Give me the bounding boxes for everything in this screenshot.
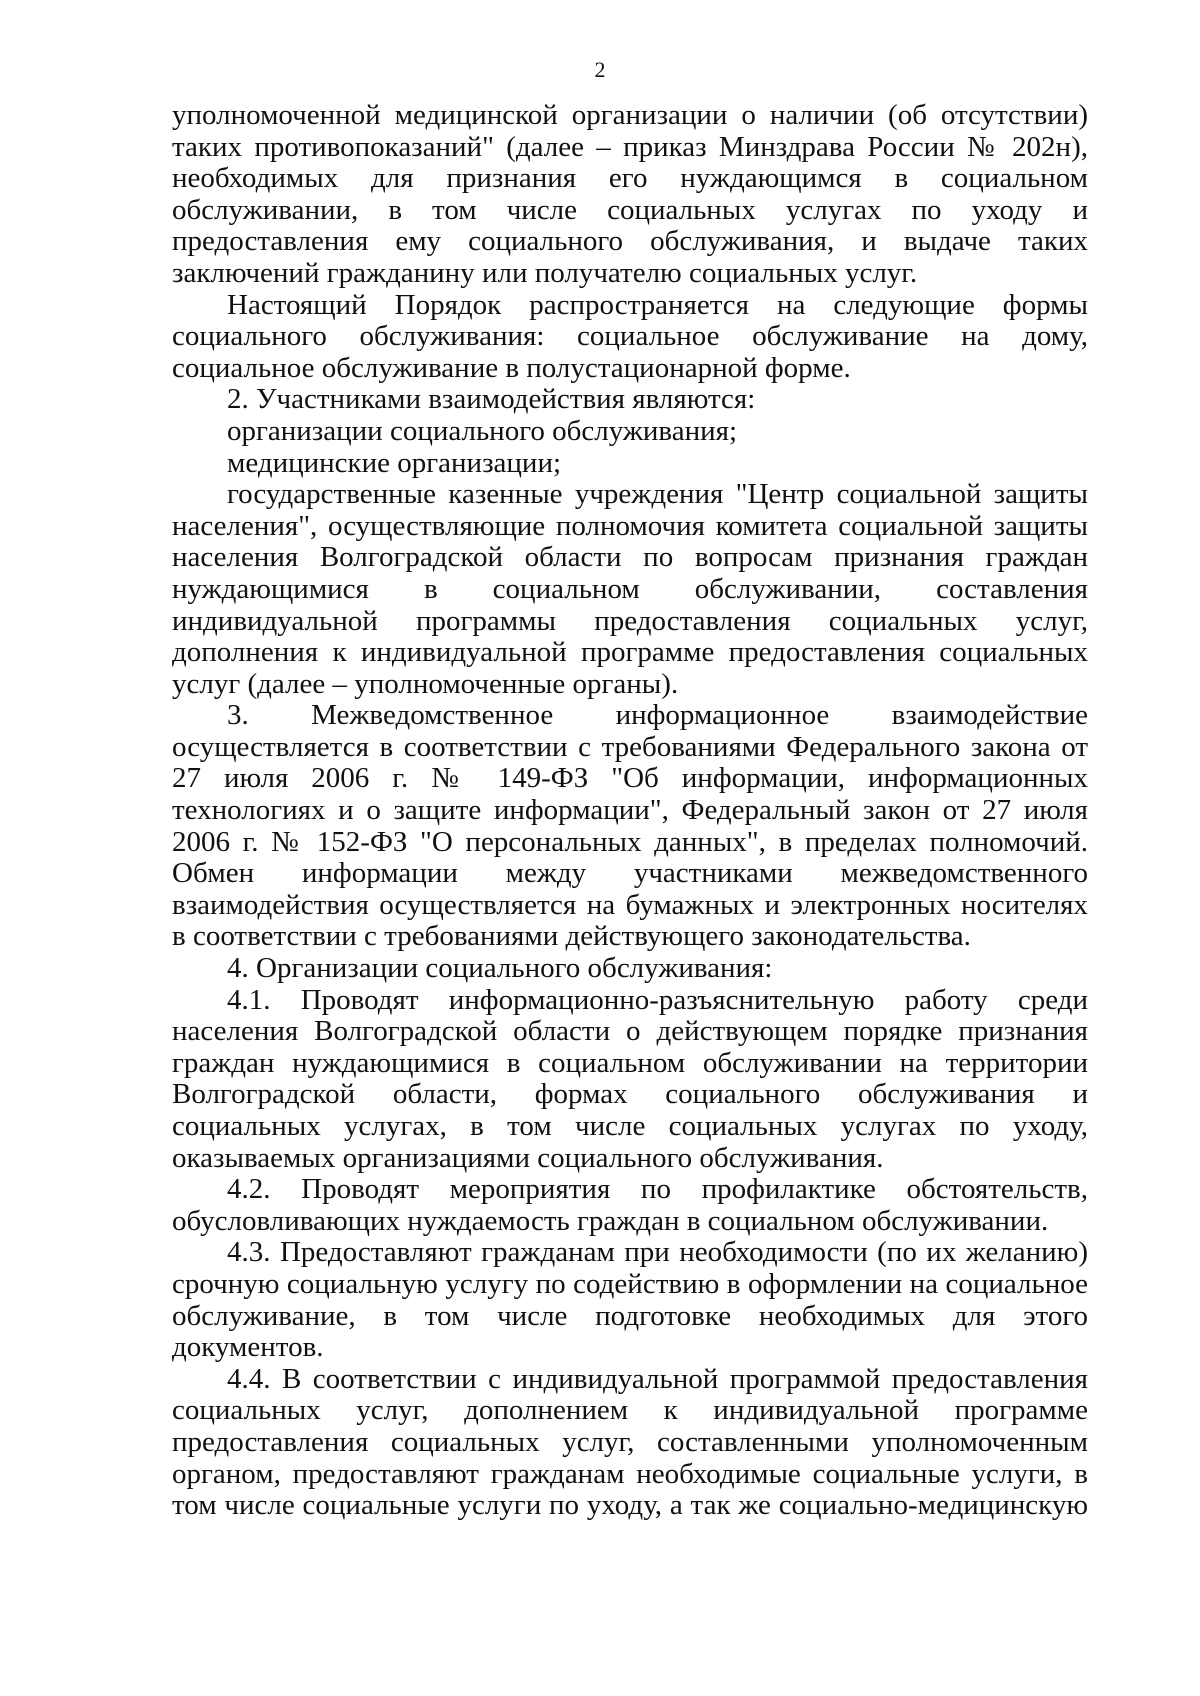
document-body [172,100,1088,1522]
paragraph-4-3: 4.3. Предоставляют гражданам при необходимости (по их желанию) срочную социальную услугу по содействию в оформлении на социальное обслуживание, в том числе подготовке необходимых для этого документов. [172,1236,1088,1364]
paragraph-4-heading: 4. Организации социального обслуживания: [227,952,773,985]
paragraph-participant-medical-orgs: медицинские организации; [227,446,562,479]
paragraph-4-4: 4.4. В соответствии с индивидуальной программой предоставления социальных услуг, дополнением к индивидуальной программе предоставления социальных услуг, составленными уполномоченным органом, предоставляют гражданам необходимые социальные услуги, в том числе социальные услуги по уходу, а так же социально-медицинскую [172,1362,1088,1522]
paragraph-3-interaction: 3. Межведомственное информационное взаимодействие осуществляется в соответствии с требованиями Федерального закона от 27 июля 2006 г. № 149-ФЗ "Об информации, информационных технологиях и о защите информации", Федеральный закон от 27 июля 2006 г. № 152-ФЗ "О персональных данных", в пределах полномочий. Обмен информации между участниками межведомственного взаимодействия осуществляется на бумажных и электронных носителях в соответствии с требованиями действующего законодательства. [172,699,1088,953]
paragraph-participant-authorities: государственные казенные учреждения "Центр социальной защиты населения", осуществляющие полномочия комитета социальной защиты населения Волгоградской области по вопросам признания граждан нуждающимися в социальном обслуживании, составления индивидуальной программы предоставления социальных услуг, дополнения к индивидуальной программе предоставления социальных услуг (далее – уполномоченные органы). [172,478,1088,700]
paragraph-continuation: уполномоченной медицинской организации о наличии (об отсутствии) таких противопоказаний" (далее – приказ Минздрава России № 202н), необходимых для признания его нуждающимся в социальном обслуживании, в том числе социальных услугах по уходу и предоставления ему социального обслуживания, и выдаче таких заключений гражданину или получателю социальных услуг. [172,99,1088,289]
paragraph-2-participants: 2. Участниками взаимодействия являются: [227,383,756,416]
paragraph-scope: Настоящий Порядок распространяется на следующие формы социального обслуживания: социальное обслуживание на дому, социальное обслуживание в полустационарной форме. [172,288,1088,384]
paragraph-participant-social-orgs: организации социального обслуживания; [227,414,738,447]
paragraph-4-1: 4.1. Проводят информационно-разъяснительную работу среди населения Волгоградской области о действующем порядке признания граждан нуждающимися в социальном обслуживании на территории Волгоградской области, формах социального обслуживания и социальных услугах, в том числе социальных услугах по уходу, оказываемых организациями социального обслуживания. [172,983,1088,1174]
paragraph-4-2: 4.2. Проводят мероприятия по профилактике обстоятельств, обусловливающих нуждаемость граждан в социальном обслуживании. [172,1173,1088,1237]
page-number: 2 [594,57,606,82]
